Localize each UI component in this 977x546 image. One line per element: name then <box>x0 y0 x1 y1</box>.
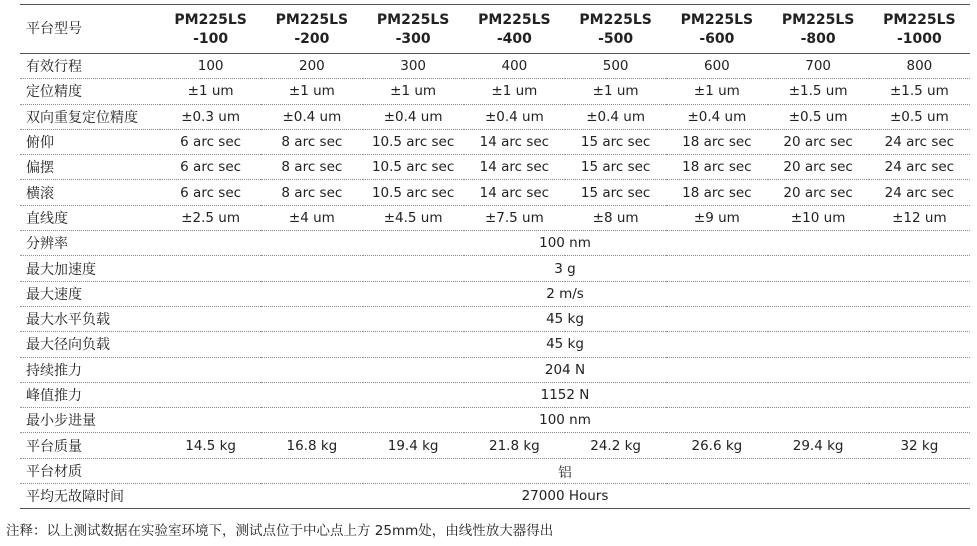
model-name: PM225LS <box>781 11 855 28</box>
table-cell: ±0.5 um <box>869 104 970 129</box>
table-row <box>20 129 970 154</box>
table-cell: ±0.4 um <box>464 104 565 129</box>
table-cell: ±0.4 um <box>363 104 464 129</box>
table-cell-merged: 45 kg <box>160 306 970 331</box>
row-label: 偏摆 <box>20 155 160 180</box>
table-cell: 8 arc sec <box>261 180 362 205</box>
table-cell: 15 arc sec <box>565 155 666 180</box>
table-cell: 24.2 kg <box>565 433 666 458</box>
row-label: 峰值推力 <box>20 382 160 407</box>
table-row <box>20 79 970 104</box>
row-label: 平台材质 <box>20 458 160 483</box>
table-cell: 19.4 kg <box>363 433 464 458</box>
table-cell: 6 arc sec <box>160 155 261 180</box>
table-cell: 10.5 arc sec <box>363 180 464 205</box>
table-cell: 14 arc sec <box>464 129 565 154</box>
table-top-rule <box>20 4 970 5</box>
table-cell: ±1 um <box>363 79 464 104</box>
table-cell: ±12 um <box>869 205 970 230</box>
model-name: PM225LS <box>883 11 956 28</box>
model-name: PM225LS <box>275 11 349 28</box>
table-cell: ±4.5 um <box>363 205 464 230</box>
table-cell: ±1.5 um <box>768 79 869 104</box>
model-name: PM225LS <box>174 11 247 28</box>
table-cell: ±7.5 um <box>464 205 565 230</box>
model-name: PM225LS <box>478 11 551 28</box>
model-suffix: -200 <box>294 30 330 47</box>
table-cell: 32 kg <box>869 433 970 458</box>
model-name: PM225LS <box>579 11 652 28</box>
row-label: 持续推力 <box>20 357 160 382</box>
table-cell: ±0.4 um <box>666 104 767 129</box>
row-label: 平均无故障时间 <box>20 484 160 509</box>
model-header-cell <box>363 6 464 54</box>
row-label: 直线度 <box>20 205 160 230</box>
table-cell: 8 arc sec <box>261 129 362 154</box>
table-cell: ±2.5 um <box>160 205 261 230</box>
model-suffix: -1000 <box>896 30 942 47</box>
table-row <box>20 205 970 230</box>
table-cell: 18 arc sec <box>666 155 767 180</box>
table-cell-merged: 204 N <box>160 357 970 382</box>
table-cell: 10.5 arc sec <box>363 129 464 154</box>
table-cell: ±1.5 um <box>869 79 970 104</box>
table-cell: 500 <box>565 54 666 79</box>
table-cell: 15 arc sec <box>565 180 666 205</box>
table-cell-merged: 100 nm <box>160 408 970 433</box>
table-row <box>20 382 970 407</box>
row-label: 平台质量 <box>20 433 160 458</box>
table-row <box>20 408 970 433</box>
table-cell: ±0.4 um <box>565 104 666 129</box>
table-body <box>20 54 970 509</box>
header-label: 平台型号 <box>20 6 160 54</box>
table-cell: ±4 um <box>261 205 362 230</box>
spec-table <box>20 6 970 509</box>
table-cell: 24 arc sec <box>869 180 970 205</box>
table-cell: 700 <box>768 54 869 79</box>
table-row <box>20 332 970 357</box>
row-label: 最大加速度 <box>20 256 160 281</box>
table-cell: 26.6 kg <box>666 433 767 458</box>
table-row <box>20 231 970 256</box>
row-label: 分辨率 <box>20 231 160 256</box>
table-row <box>20 180 970 205</box>
table-cell: 800 <box>869 54 970 79</box>
table-cell: ±0.4 um <box>261 104 362 129</box>
table-cell: 200 <box>261 54 362 79</box>
row-label: 定位精度 <box>20 79 160 104</box>
table-cell: 300 <box>363 54 464 79</box>
model-header-cell <box>869 6 970 54</box>
table-cell-merged: 45 kg <box>160 332 970 357</box>
table-cell: ±1 um <box>160 79 261 104</box>
model-header-cell <box>464 6 565 54</box>
table-cell: 20 arc sec <box>768 180 869 205</box>
table-cell: 16.8 kg <box>261 433 362 458</box>
row-label: 双向重复定位精度 <box>20 104 160 129</box>
table-cell: 14 arc sec <box>464 180 565 205</box>
table-row <box>20 54 970 79</box>
table-cell: ±10 um <box>768 205 869 230</box>
table-cell: ±0.3 um <box>160 104 261 129</box>
table-cell-merged: 铝 <box>160 458 970 483</box>
table-cell: 18 arc sec <box>666 180 767 205</box>
row-label: 最大径向负载 <box>20 332 160 357</box>
row-label: 有效行程 <box>20 54 160 79</box>
table-cell-merged: 3 g <box>160 256 970 281</box>
row-label: 最大水平负载 <box>20 306 160 331</box>
table-cell: 18 arc sec <box>666 129 767 154</box>
model-name: PM225LS <box>376 11 450 28</box>
table-cell: 14 arc sec <box>464 155 565 180</box>
table-row <box>20 104 970 129</box>
table-row <box>20 306 970 331</box>
table-cell: 100 <box>160 54 261 79</box>
model-suffix: -800 <box>800 30 836 47</box>
model-suffix: -500 <box>598 30 634 47</box>
table-cell-merged: 1152 N <box>160 382 970 407</box>
model-name: PM225LS <box>680 11 754 28</box>
model-suffix: -600 <box>699 30 735 47</box>
row-label: 最小步进量 <box>20 408 160 433</box>
table-cell: 20 arc sec <box>768 129 869 154</box>
row-label: 俯仰 <box>20 129 160 154</box>
table-cell: 15 arc sec <box>565 129 666 154</box>
table-cell: 14.5 kg <box>160 433 261 458</box>
table-cell: ±1 um <box>666 79 767 104</box>
table-cell: ±9 um <box>666 205 767 230</box>
table-cell: 8 arc sec <box>261 155 362 180</box>
table-cell: 24 arc sec <box>869 155 970 180</box>
table-row <box>20 433 970 458</box>
table-cell: 400 <box>464 54 565 79</box>
table-cell: 6 arc sec <box>160 129 261 154</box>
table-cell: ±8 um <box>565 205 666 230</box>
table-cell: 10.5 arc sec <box>363 155 464 180</box>
model-header-cell <box>160 6 261 54</box>
table-cell-merged: 2 m/s <box>160 281 970 306</box>
table-row <box>20 357 970 382</box>
table-row <box>20 458 970 483</box>
row-label: 最大速度 <box>20 281 160 306</box>
table-cell: 20 arc sec <box>768 155 869 180</box>
model-suffix: -300 <box>395 30 431 47</box>
model-header-cell <box>261 6 362 54</box>
table-row <box>20 484 970 509</box>
table-row <box>20 155 970 180</box>
model-suffix: -100 <box>193 30 229 47</box>
table-cell-merged: 100 nm <box>160 231 970 256</box>
table-cell: ±1 um <box>464 79 565 104</box>
table-cell: ±0.5 um <box>768 104 869 129</box>
row-label: 横滚 <box>20 180 160 205</box>
model-suffix: -400 <box>496 30 532 47</box>
table-cell: ±1 um <box>261 79 362 104</box>
table-cell: ±1 um <box>565 79 666 104</box>
table-cell: 24 arc sec <box>869 129 970 154</box>
model-header-cell <box>666 6 767 54</box>
model-header-cell <box>768 6 869 54</box>
table-cell: 29.4 kg <box>768 433 869 458</box>
model-header-cell <box>565 6 666 54</box>
table-cell: 6 arc sec <box>160 180 261 205</box>
table-cell: 600 <box>666 54 767 79</box>
header-row <box>20 6 970 54</box>
table-row <box>20 281 970 306</box>
table-cell: 21.8 kg <box>464 433 565 458</box>
table-row <box>20 256 970 281</box>
table-cell-merged: 27000 Hours <box>160 484 970 509</box>
footnote: 注释：以上测试数据在实验室环境下，测试点位于中心点上方 25mm处，由线性放大器得出 <box>6 523 554 539</box>
